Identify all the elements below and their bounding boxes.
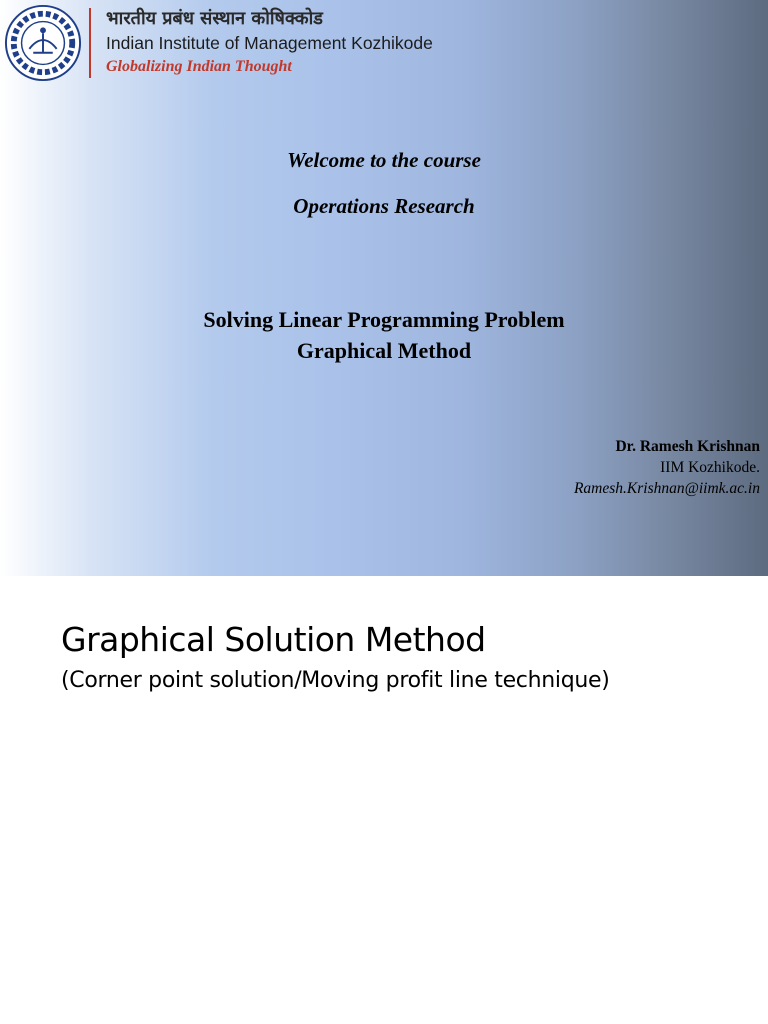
content-slide [0,576,768,1024]
topic-title-line1: Solving Linear Programming Problem [203,307,565,332]
welcome-text: Welcome to the course [287,148,481,172]
author-block [574,436,760,499]
topic-title-line2: Graphical Method [296,338,472,363]
slide-title: Graphical Solution Method [61,620,486,659]
slide-subtitle: (Corner point solution/Moving profit line technique) [61,668,610,693]
course-name: Operations Research [293,194,475,218]
iimk-logo-icon [4,4,82,82]
author-affiliation: IIM Kozhikode. [660,459,760,476]
author-email: Ramesh.Krishnan@iimk.ac.in [573,480,760,497]
header-divider [89,8,91,78]
institute-tagline: Globalizing Indian Thought [106,58,292,75]
institute-name-hindi: भारतीय प्रबंध संस्थान कोषिक्कोड [106,8,323,29]
institute-name: Indian Institute of Management Kozhikode [106,33,433,53]
author-name: Dr. Ramesh Krishnan [615,438,760,455]
